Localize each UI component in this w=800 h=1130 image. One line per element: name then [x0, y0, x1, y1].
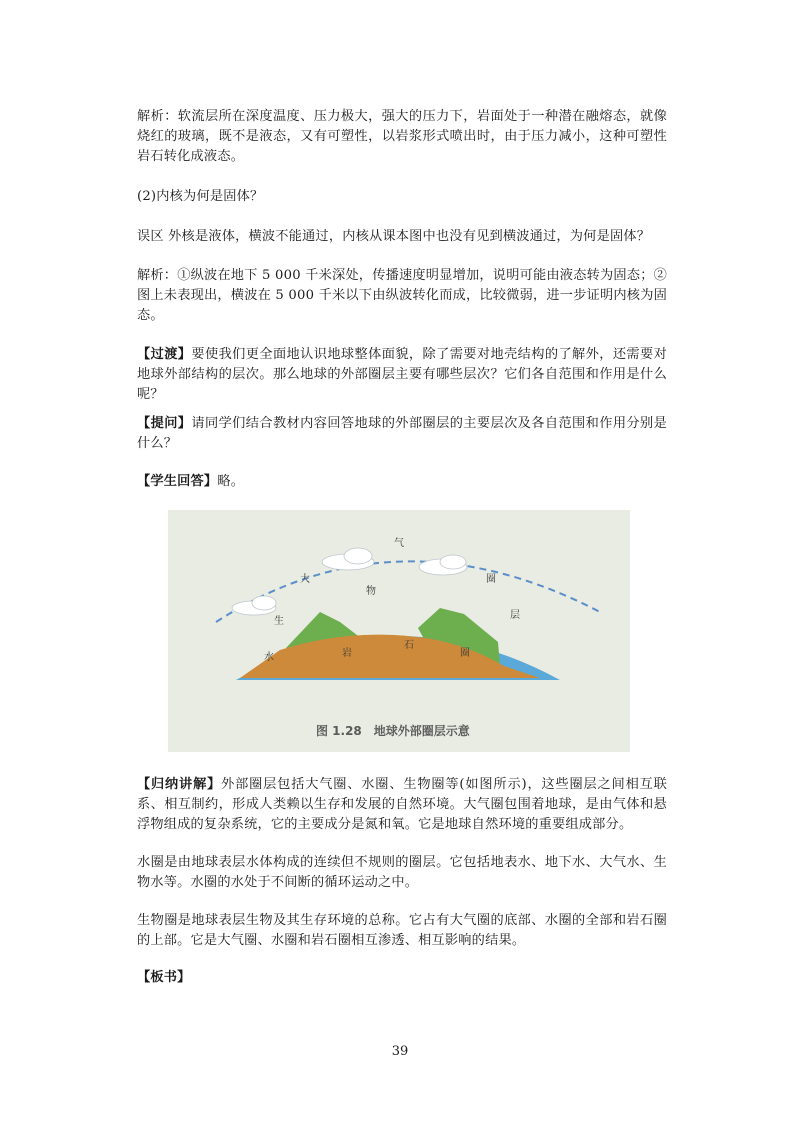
transition-tag: 【过渡】 — [137, 347, 192, 362]
paragraph-analysis-inner-core: 解析：①纵波在地下 5 000 千米深处，传播速度明显增加，说明可能由液态转为固态；②图上未表现出，横波在 5 000 千米以下由纵波转化而成，比较微弱，进一步证明内核为固态。 — [137, 268, 667, 323]
paragraph-summary — [137, 775, 667, 835]
paragraph-misconception: 误区 外核是液体，横波不能通过，内核从课本图中也没有见到横波通过，为何是固体？ — [137, 229, 651, 244]
summary-text: 外部圈层包括大气圈、水圈、生物圈等(如图所示)，这些圈层之间相互联系、相互制约，形成人类赖以生存和发展的自然环境。大气圈包围着地球，是由气体和悬浮物组成的复杂系统，它的主要成分是氮和氧。它是地球自然环境的重要组成部分。 — [137, 777, 667, 832]
label-quan1: 圈 — [486, 574, 496, 585]
figure-earth-outer-spheres — [168, 510, 630, 752]
student-answer-text: 略。 — [217, 474, 245, 489]
label-shi: 石 — [404, 640, 414, 651]
paragraph-transition — [137, 345, 667, 405]
label-da: 大 — [300, 574, 310, 585]
atmosphere-boundary — [216, 561, 600, 622]
figure-caption: 图 1.28 地球外部圈层示意 — [316, 724, 470, 738]
paragraph-question-inner-core: (2)内核为何是固体？ — [137, 189, 264, 204]
blackboard-tag: 【板书】 — [137, 970, 191, 985]
label-shui: 水 — [264, 652, 274, 663]
label-yan: 岩 — [342, 648, 352, 659]
label-wu: 物 — [366, 586, 376, 597]
paragraph-student-answer — [137, 472, 667, 492]
label-qi: 气 — [394, 538, 404, 549]
cloud-center — [322, 548, 374, 570]
question-tag: 【提问】 — [137, 416, 192, 431]
earth-outer-spheres-diagram — [168, 510, 630, 752]
student-answer-tag: 【学生回答】 — [137, 474, 218, 489]
question-text: 请同学们结合教材内容回答地球的外部圈层的主要层次及各自范围和作用分别是什么？ — [137, 416, 667, 451]
page-number: 39 — [391, 1044, 409, 1059]
label-ceng1: 层 — [510, 610, 520, 621]
transition-text: 要使我们更全面地认识地球整体面貌，除了需要对地壳结构的了解外，还需要对地球外部结构的层次。那么地球的外部圈层主要有哪些层次？它们各自范围和作用是什么呢？ — [137, 347, 667, 402]
cloud-right — [419, 555, 467, 575]
paragraph-analysis-asthenosphere: 解析：软流层所在深度温度、压力极大，强大的压力下，岩面处于一种潜在融熔态，就像烧红的玻璃，既不是液态，又有可塑性，以岩浆形式喷出时，由于压力减小，这种可塑性岩石转化成液态。 — [137, 109, 667, 164]
paragraph-hydrosphere: 水圈是由地球表层水体构成的连续但不规则的圈层。它包括地表水、地下水、大气水、生物水等。水圈的水处于不间断的循环运动之中。 — [137, 855, 667, 890]
summary-tag: 【归纳讲解】 — [137, 777, 222, 792]
label-sheng: 生 — [274, 616, 284, 627]
cloud-left — [232, 596, 276, 615]
paragraph-biosphere: 生物圈是地球表层生物及其生存环境的总称。它占有大气圈的底部、水圈的全部和岩石圈的上部。它是大气圈、水圈和岩石圈相互渗透、相互影响的结果。 — [137, 913, 667, 948]
label-quan2: 圈 — [460, 648, 470, 659]
paragraph-question — [137, 414, 667, 454]
paragraph-blackboard — [137, 968, 667, 988]
